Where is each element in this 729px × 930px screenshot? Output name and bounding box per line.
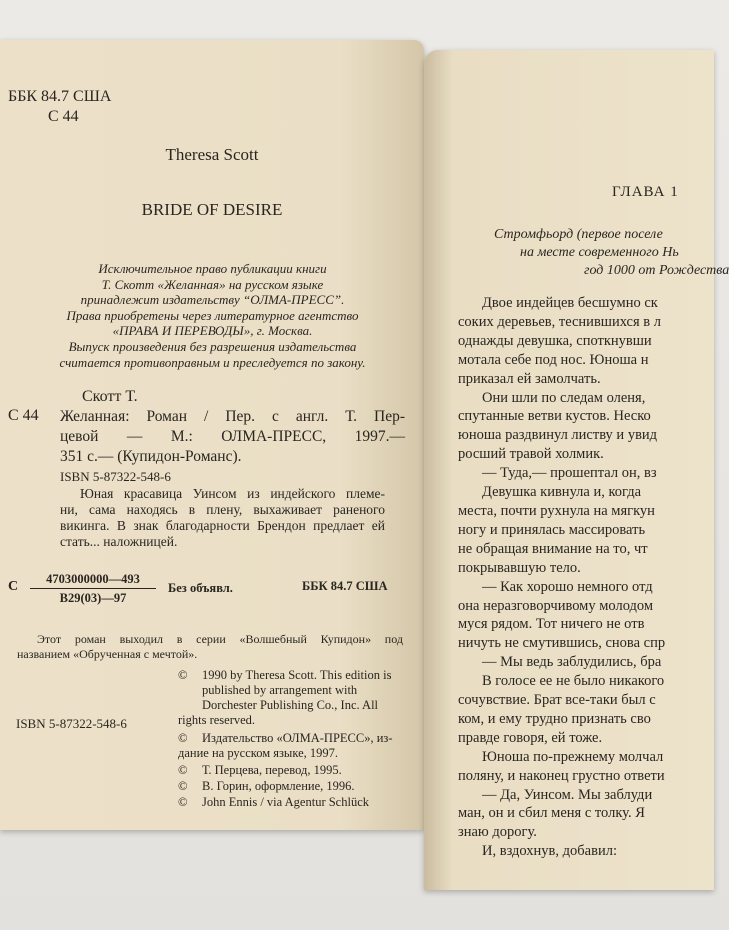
body-line: муся рядом. Тот ничего не отв — [458, 616, 645, 633]
copyright-line: дание на русском языке, 1997. — [178, 746, 339, 760]
epigraph-line: на месте современного Нь — [520, 245, 679, 260]
body-line: Юноша по-прежнему молчал — [482, 748, 664, 765]
epigraph-line: год 1000 от Рождества — [584, 263, 729, 278]
isbn-bottom: ISBN 5-87322-548-6 — [16, 716, 127, 731]
copyright-symbol: © — [178, 795, 188, 809]
body-line: места, почти рухнула на мягкун — [458, 502, 655, 519]
body-line: росший травой холмик. — [458, 446, 604, 463]
copyright-line: Издательство «ОЛМА-ПРЕСС», из- — [202, 731, 393, 745]
rights-line: принадлежит издательству “ОЛМА-ПРЕСС”. — [80, 292, 345, 308]
body-line: ногу и принялась массировать — [458, 521, 646, 538]
left-page — [0, 40, 424, 830]
copyright-line: 1990 by Theresa Scott. This edition is — [202, 668, 392, 682]
copyright-line: Dorchester Publishing Co., Inc. All — [202, 698, 379, 712]
right-page — [424, 50, 729, 890]
body-line: не обращая внимание на то, чт — [458, 540, 648, 557]
copyright-line: John Ennis / via Agentur Schlück — [202, 795, 369, 809]
body-line: Они шли по следам оленя, — [482, 389, 646, 406]
catalog-entry — [60, 407, 405, 487]
body-line: ком, и ему трудно признать сво — [458, 710, 651, 727]
body-line: Двое индейцев бесшумно ск — [482, 295, 658, 311]
body-line: она неразговорчивому молодом — [458, 597, 654, 614]
body-line: — Как хорошо немного отд — [482, 578, 653, 595]
body-line: — Да, Уинсом. Мы заблуди — [482, 786, 653, 803]
body-line: однажды девушка, споткнувши — [458, 332, 652, 349]
copyright-block — [178, 668, 408, 848]
chapter-body — [458, 294, 665, 861]
rights-line: «ПРАВА И ПЕРЕВОДЫ», г. Москва. — [112, 323, 313, 339]
catalog-line: цевой — М.: ОЛМА-ПРЕСС, 1997.— — [60, 428, 405, 445]
code-numerator: 4703000000—493 — [30, 572, 156, 589]
rights-notice — [40, 261, 385, 370]
body-line: мотала себе под нос. Юноша н — [458, 351, 649, 368]
body-line: соких деревьев, теснившихся в л — [458, 313, 661, 330]
rights-line: Права приобретены через литературное агентство — [66, 307, 359, 323]
body-line: В голосе ее не было никакого — [482, 673, 665, 690]
catalog-line: 351 с.— (Купидон-Романс). — [60, 448, 242, 465]
copyright-line: published by arrangement with — [202, 683, 358, 697]
body-line: правде говоря, ей тоже. — [458, 729, 603, 746]
epigraph — [494, 226, 729, 280]
code-denominator: В29(03)—97 — [59, 591, 127, 605]
series-note — [17, 632, 403, 662]
no-advert-label: Без объявл. — [168, 581, 233, 595]
bbk-classification: ББК 84.7 США — [8, 88, 112, 105]
body-line: сочувствие. Брат все-таки был с — [458, 692, 656, 709]
body-line: — Мы ведь заблудились, бра — [482, 654, 662, 671]
body-line: — Туда,— прошептал он, вз — [482, 465, 657, 482]
body-line: поляну, и наконец грустно ответи — [458, 767, 665, 784]
annotation-line: ни, сама находясь в плену, выхаживает раненого — [60, 502, 385, 517]
annotation — [60, 486, 385, 550]
body-line: спутанные ветви кустов. Неско — [458, 408, 651, 425]
annotation-line: стать... наложницей. — [60, 534, 178, 549]
body-line: юноша раздвинул листву и увид — [458, 427, 658, 444]
body-line: И, вздохнув, добавил: — [482, 843, 617, 860]
annotation-line: викинга. В знак благодарности Брендон предлает ей — [60, 518, 385, 533]
body-line: приказал ей замолчать. — [458, 370, 601, 387]
rights-line: Исключительное право публикации книги — [98, 261, 327, 276]
code-letter: С — [8, 579, 19, 594]
catalog-author: Скотт Т. — [82, 388, 138, 405]
catalog-index: С 44 — [8, 407, 39, 424]
copyright-symbol: © — [178, 779, 188, 793]
epigraph-line: Стромфьорд (первое поселе — [494, 227, 663, 242]
annotation-line: Юная красавица Уинсом из индейского племе- — [80, 486, 385, 501]
copyright-line: В. Горин, оформление, 1996. — [202, 779, 355, 793]
series-line: Этот роман выходил в серии «Волшебный Купидон» под — [37, 632, 403, 646]
copyright-symbol: © — [178, 731, 188, 745]
catalog-line: Желанная: Роман / Пер. с англ. Т. Пер- — [60, 408, 405, 425]
copyright-symbol: © — [178, 763, 188, 777]
copyright-symbol: © — [178, 668, 188, 682]
body-line: покрывавшую тело. — [458, 559, 581, 576]
body-line: ничуть не смутившись, снова спр — [458, 635, 666, 652]
bbk-bottom: ББК 84.7 США — [302, 579, 388, 593]
body-line: ман, он и сбил меня с толку. Я — [458, 805, 645, 822]
series-line: названием «Обрученная с мечтой». — [17, 647, 198, 661]
rights-line: считается противоправным и преследуется по закону. — [59, 354, 366, 370]
copyright-line: rights reserved. — [178, 713, 256, 727]
rights-line: Т. Скотт «Желанная» на русском языке — [101, 276, 324, 292]
copyright-line: Т. Перцева, перевод, 1995. — [202, 763, 342, 777]
body-line: знаю дорогу. — [458, 824, 537, 841]
rights-line: Выпуск произведения без разрешения издательства — [68, 338, 357, 354]
original-title: BRIDE OF DESIRE — [141, 200, 283, 219]
catalog-isbn: ISBN 5-87322-548-6 — [60, 469, 171, 484]
body-line: Девушка кивнула и, когда — [482, 484, 642, 501]
author-index-code: С 44 — [48, 108, 79, 125]
author-name-original: Theresa Scott — [165, 145, 259, 164]
chapter-heading: ГЛАВА 1 — [612, 184, 679, 200]
